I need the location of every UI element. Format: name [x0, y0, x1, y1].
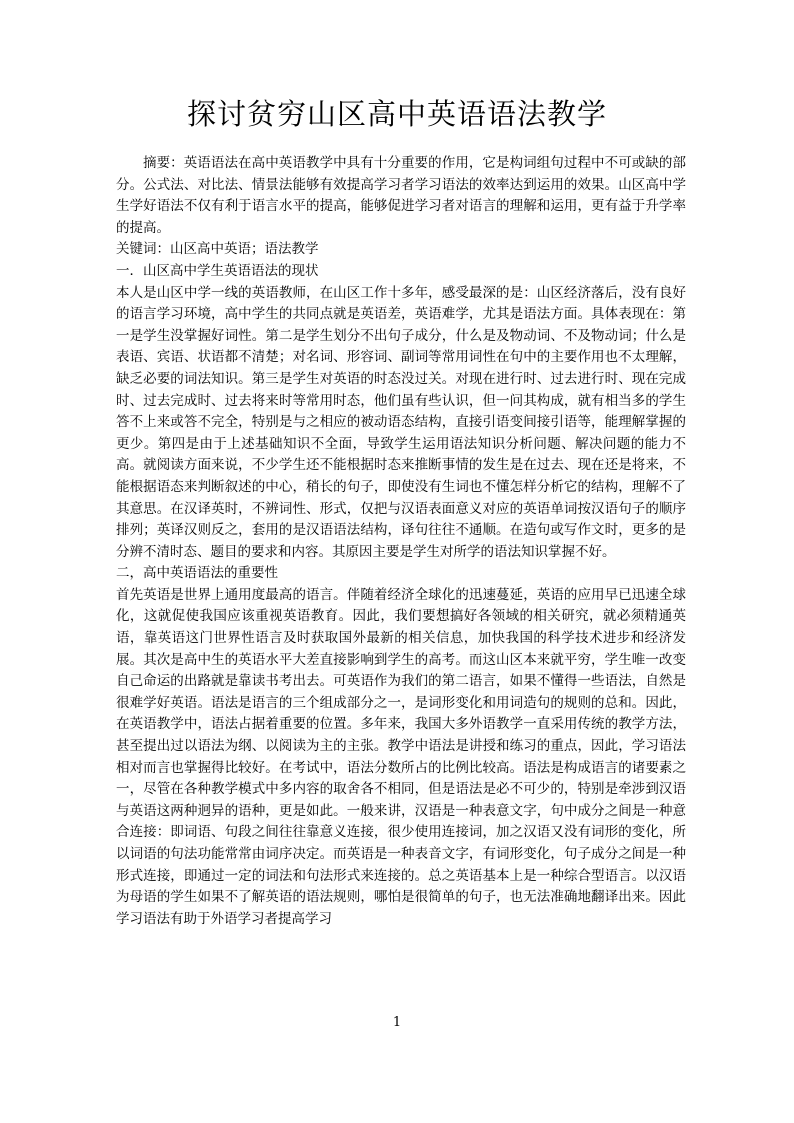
page-number: 1	[392, 1015, 402, 1030]
keywords-line: 关键词：山区高中英语；语法教学	[116, 241, 319, 258]
section-heading-importance: 二，高中英语语法的重要性	[116, 565, 278, 582]
document-title: 探讨贫穷山区高中英语语法教学	[186, 97, 607, 131]
section-body-importance: 首先英语是世界上通用度最高的语言。伴随着经济全球化的迅速蔓延，英语的应用早已迅速全球化，这就促使我国应该重视英语教育。因此，我们要想搞好各领域的相关研究，就必须精通英语，靠英语这门世界性语言及时获取国外最新的相关信息，加快我国的科学技术进步和经济发展。其次是高中生的英语水平大差直接影响到学生的高考。而这山区本来就平穷，学生唯一改变自己命运的出路就是靠读书考出去。可英语作为我们的第二语言，如果不懂得一些语法，自然是很难学好英语。语法是语言的三个组成部分之一，是词形变化和用词造句的规则的总和。因此，在英语教学中，语法占据着重要的位置。多年来，我国大多外语教学一直采用传统的教学方法，甚至提出过以语法为纲、以阅读为主的主张。教学中语法是讲授和练习的重点，因此，学习语法相对而言也掌握得比较好。在考试中，语法分数所占的比例比较高。语法是构成语言的诸要素之一，尽管在各种教学模式中多内容的取舍各不相同，但是语法是必不可少的，特别是牵涉到汉语与英语这两种迥异的语种，更是如此。一般来讲，汉语是一种表意文字，句中成分之间是一种意合连接：即词语、句段之间往往靠意义连接，很少使用连接词，加之汉语又没有词形的变化，所以词语的句法功能常常由词序决定。而英语是一种表音文字，有词形变化，句子成分之间是一种形式连接，即通过一定的词法和句法形式来连接的。总之英语基本上是一种综合型语言。以汉语为母语的学生如果不了解英语的语法规则，哪怕是很简单的句子，也无法准确地翻译出来。因此学习语法有助于外语学习者提高学习	[116, 586, 686, 927]
section-heading-status: 一．山区高中学生英语语法的现状	[116, 262, 319, 279]
abstract-paragraph: 摘要：英语语法在高中英语教学中具有十分重要的作用，它是构词组句过程中不可或缺的部分。公式法、对比法、情景法能够有效提高学习者学习语法的效率达到运用的效果。山区高中学生学好语法不仅有利于语言水平的提高，能够促进学习者对语言的理解和运用，更有益于升学率的提高。	[116, 155, 686, 236]
document-body	[116, 153, 686, 930]
section-body-status: 本人是山区中学一线的英语教师，在山区工作十多年，感受最深的是：山区经济落后，没有良好的语言学习环境，高中学生的共同点就是英语差，英语难学，尤其是语法方面。具体表现在：第一是学生没掌握好词性。第二是学生划分不出句子成分，什么是及物动词、不及物动词；什么是表语、宾语、状语都不清楚；对名词、形容词、副词等常用词性在句中的主要作用也不太理解，缺乏必要的词法知识。第三是学生对英语的时态没过关。对现在进行时、过去进行时、现在完成时、过去完成时、过去将来时等常用时态，他们虽有些认识，但一问其构成，就有相当多的学生答不上来或答不完全，特别是与之相应的被动语态结构，直接引语变间接引语等，能理解掌握的更少。第四是由于上述基础知识不全面，导致学生运用语法知识分析问题、解决问题的能力不高。就阅读方面来说，不少学生还不能根据时态来推断事情的发生是在过去、现在还是将来，不能根据语态来判断叙述的中心，稍长的句子，即使没有生词也不懂怎样分析它的结构，理解不了其意思。在汉译英时，不辨词性、形式，仅把与汉语表面意义对应的英语单词按汉语句子的顺序排列；英译汉则反之，套用的是汉语语法结构，译句往往不通顺。在造句或写作文时，更多的是分辨不清时态、题目的要求和内容。其原因主要是学生对所学的语法知识掌握不好。	[116, 284, 686, 560]
